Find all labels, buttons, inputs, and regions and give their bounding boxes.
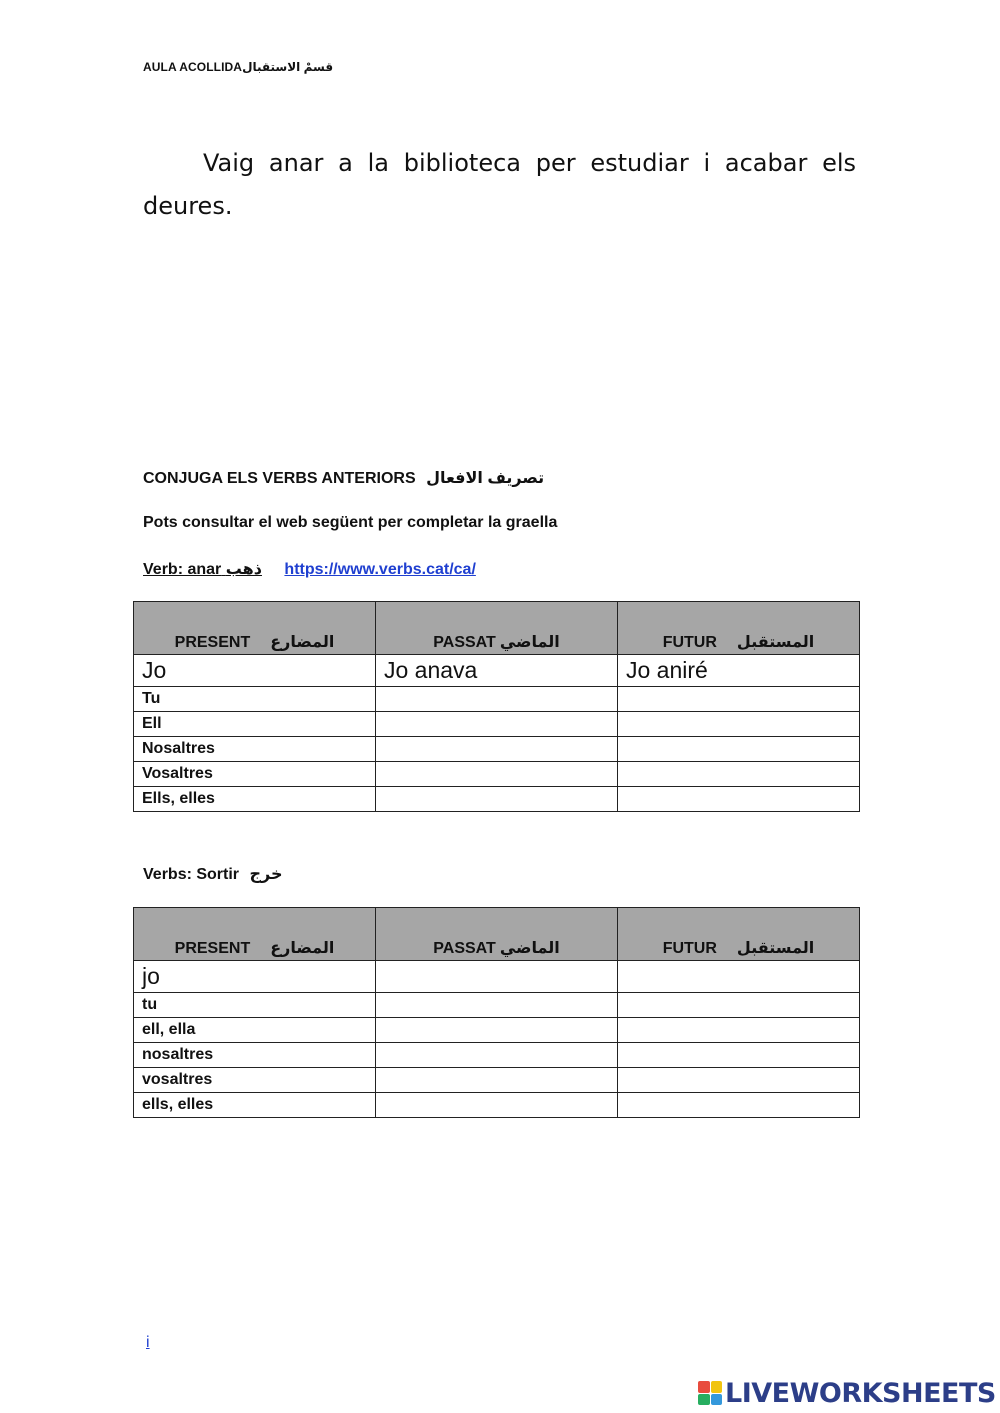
example-sentence: Vaig anar a la biblioteca per estudiar i acabar els deures. (143, 149, 856, 220)
pronoun-cell: Ells, elles (134, 787, 376, 812)
table-row (134, 961, 860, 993)
verb1-heading (143, 559, 476, 579)
passat-answer-cell[interactable] (376, 1068, 618, 1093)
pronoun-cell: ell, ella (134, 1018, 376, 1043)
pronoun-cell: Vosaltres (134, 762, 376, 787)
futur-answer-cell[interactable] (618, 1068, 860, 1093)
futur-answer-cell[interactable] (618, 1093, 860, 1118)
column-header-passat: PASSAT الماضي (376, 908, 618, 961)
instruction-text: Pots consultar el web següent per completar la graella (143, 514, 558, 531)
table-row (134, 993, 860, 1018)
futur-answer-cell[interactable] (618, 787, 860, 812)
table-row (134, 787, 860, 812)
liveworksheets-logo[interactable] (698, 1379, 996, 1407)
table-row (134, 687, 860, 712)
section-title (143, 468, 544, 488)
pronoun-cell: nosaltres (134, 1043, 376, 1068)
column-header-futur: FUTUR المستقبل (618, 908, 860, 961)
futur-answer-cell[interactable] (618, 1043, 860, 1068)
logo-tile (711, 1394, 723, 1406)
passat-answer-cell[interactable] (376, 961, 618, 993)
pronoun-cell: tu (134, 993, 376, 1018)
column-header-present: PRESENT المضارع (134, 908, 376, 961)
verbs-website-link[interactable]: https://www.verbs.cat/ca/ (284, 561, 476, 578)
logo-text: LIVEWORKSHEETS (725, 1377, 996, 1409)
pronoun-cell: Ell (134, 712, 376, 737)
table-row (134, 655, 860, 687)
passat-answer-cell[interactable] (376, 1043, 618, 1068)
section-title-arabic: تصريف الافعال (426, 470, 545, 487)
table-row (134, 712, 860, 737)
section-title-latin: CONJUGA ELS VERBS ANTERIORS (143, 470, 416, 487)
table-row (134, 1068, 860, 1093)
page-header (143, 60, 333, 74)
futur-answer-cell[interactable] (618, 993, 860, 1018)
liveworksheets-logo-icon (698, 1381, 722, 1405)
header-latin: AULA ACOLLIDA (143, 60, 243, 74)
conjugation-table-sortir (133, 907, 860, 1118)
pronoun-cell: Tu (134, 687, 376, 712)
footer-link[interactable]: i (146, 1334, 150, 1351)
verb1-label: Verb: anar ذهب (143, 561, 262, 578)
futur-answer-cell[interactable] (618, 762, 860, 787)
futur-answer-cell[interactable] (618, 961, 860, 993)
pronoun-cell: vosaltres (134, 1068, 376, 1093)
table-row (134, 1043, 860, 1068)
futur-answer-cell[interactable] (618, 712, 860, 737)
column-header-present: PRESENT المضارع (134, 602, 376, 655)
table-header-row (134, 602, 860, 655)
passat-answer-cell[interactable] (376, 993, 618, 1018)
pronoun-cell: Nosaltres (134, 737, 376, 762)
passat-answer-cell[interactable] (376, 1018, 618, 1043)
table-row (134, 1018, 860, 1043)
futur-answer-cell[interactable] (618, 687, 860, 712)
futur-answer-cell[interactable]: Jo aniré (618, 655, 860, 687)
column-header-futur: FUTUR المستقبل (618, 602, 860, 655)
passat-answer-cell[interactable]: Jo anava (376, 655, 618, 687)
passat-answer-cell[interactable] (376, 1093, 618, 1118)
table-row (134, 1093, 860, 1118)
pronoun-cell: Jo (134, 655, 376, 687)
verb2-arabic: خرج (249, 866, 283, 883)
verb2-heading (143, 864, 283, 884)
header-arabic: قسمْ الاستقبال (242, 60, 334, 74)
passat-answer-cell[interactable] (376, 737, 618, 762)
futur-answer-cell[interactable] (618, 737, 860, 762)
passat-answer-cell[interactable] (376, 687, 618, 712)
table-header-row (134, 908, 860, 961)
table-row (134, 737, 860, 762)
verb1-arabic: ذهب (225, 561, 262, 578)
logo-tile (698, 1381, 710, 1393)
verb2-label: Verbs: Sortir (143, 866, 240, 883)
logo-tile (711, 1381, 723, 1393)
table-row (134, 762, 860, 787)
passat-answer-cell[interactable] (376, 712, 618, 737)
passat-answer-cell[interactable] (376, 787, 618, 812)
logo-tile (698, 1394, 710, 1406)
column-header-passat: PASSAT الماضي (376, 602, 618, 655)
conjugation-table-anar (133, 601, 860, 812)
passat-answer-cell[interactable] (376, 762, 618, 787)
pronoun-cell: ells, elles (134, 1093, 376, 1118)
pronoun-cell: jo (134, 961, 376, 993)
futur-answer-cell[interactable] (618, 1018, 860, 1043)
